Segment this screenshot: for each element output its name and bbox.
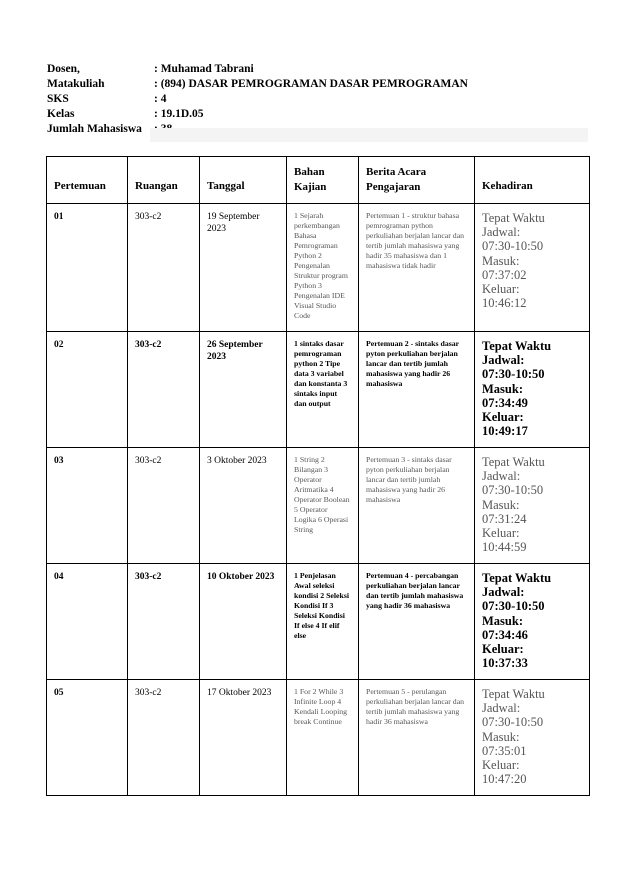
- jadwal-value: 07:30-10:50: [482, 715, 544, 730]
- berita-cell: Pertemuan 2 - sintaks dasar pyton perkuliahan berjalan lancar dan tertib jumlah mahasiswa yang hadir 26 mahasiswa: [359, 332, 475, 448]
- status-text: Tepat Waktu: [482, 687, 545, 701]
- ruangan-cell: 303-c2: [128, 564, 200, 680]
- kelas-value: : 19.1D.05: [154, 108, 204, 120]
- ruangan-cell: 303-c2: [128, 680, 200, 796]
- col-pertemuan: Pertemuan: [47, 157, 128, 204]
- matakuliah-value: : (894) DASAR PEMROGRAMAN DASAR PEMROGRAMAN: [154, 78, 468, 90]
- matakuliah-row: [47, 77, 587, 92]
- header-shade: [150, 128, 588, 142]
- jadwal-label: Jadwal:: [482, 701, 521, 716]
- ruangan-cell: 303-c2: [128, 448, 200, 564]
- keluar-value: 10:44:59: [482, 540, 527, 555]
- status-text: Tepat Waktu: [482, 571, 552, 585]
- berita-cell: Pertemuan 1 - struktur bahasa pemrograman python perkuliahan berjalan lancar dan tertib jumlah mahasiswa yang hadir 35 mahasiswa dan 1 mahasiswa tidak hadir: [359, 204, 475, 332]
- tanggal-cell: 26 September 2023: [200, 332, 287, 448]
- col-tanggal: Tanggal: [200, 157, 287, 204]
- bahan-cell: 1 For 2 While 3 Infinite Loop 4 Kendali Looping break Continue: [287, 680, 359, 796]
- kelas-row: [47, 107, 587, 122]
- keluar-value: 10:47:20: [482, 772, 527, 787]
- berita-cell: Pertemuan 4 - percabangan perkuliahan berjalan lancar dan tertib jumlah mahasiswa yang hadir 36 mahasiswa: [359, 564, 475, 680]
- bahan-cell: 1 Sejarah perkembangan Bahasa Pemrograman Python 2 Pengenalan Struktur program Python 3 Pengenalan IDE Visual Studio Code: [287, 204, 359, 332]
- sks-row: [47, 92, 587, 107]
- keluar-label: Keluar:: [482, 526, 520, 541]
- table-row: [47, 680, 590, 796]
- col-kehadiran: Kehadiran: [475, 157, 590, 204]
- masuk-label: Masuk:: [482, 613, 523, 628]
- kehadiran-cell: [475, 680, 590, 796]
- dosen-value: : Muhamad Tabrani: [154, 63, 254, 75]
- pertemuan-cell: 05: [47, 680, 128, 796]
- jadwal-value: 07:30-10:50: [482, 599, 545, 614]
- col-bahan-kajian: Bahan Kajian: [287, 157, 359, 204]
- keluar-value: 10:49:17: [482, 424, 528, 439]
- table-row: [47, 204, 590, 332]
- jadwal-label: Jadwal:: [482, 585, 525, 600]
- tanggal-cell: 19 September 2023: [200, 204, 287, 332]
- tanggal-cell: 17 Oktober 2023: [200, 680, 287, 796]
- jadwal-label: Jadwal:: [482, 469, 521, 484]
- jadwal-label: Jadwal:: [482, 225, 521, 240]
- pertemuan-cell: 02: [47, 332, 128, 448]
- berita-cell: Pertemuan 5 - perulangan perkuliahan berjalan lancar dan tertib jumlah mahasiswa yang hadir 36 mahasiswa: [359, 680, 475, 796]
- table-row: [47, 448, 590, 564]
- bahan-cell: 1 String 2 Bilangan 3 Operator Aritmatika 4 Operator Boolean 5 Operator Logika 6 Operasi String: [287, 448, 359, 564]
- tanggal-cell: 10 Oktober 2023: [200, 564, 287, 680]
- kehadiran-cell: [475, 564, 590, 680]
- table-row: [47, 564, 590, 680]
- keluar-value: 10:37:33: [482, 656, 528, 671]
- keluar-label: Keluar:: [482, 642, 524, 657]
- dosen-label: Dosen,: [47, 63, 80, 75]
- jumlah-label: Jumlah Mahasiswa: [47, 123, 142, 135]
- keluar-label: Keluar:: [482, 410, 524, 425]
- ruangan-cell: 303-c2: [128, 204, 200, 332]
- berita-cell: Pertemuan 3 - sintaks dasar pyton perkuliahan berjalan lancar dan tertib jumlah mahasiswa yang hadir 26 mahasiswa: [359, 448, 475, 564]
- kehadiran-cell: [475, 204, 590, 332]
- course-info-header: [47, 62, 587, 137]
- masuk-value: 07:34:49: [482, 395, 528, 410]
- masuk-label: Masuk:: [482, 381, 523, 396]
- masuk-value: 07:35:01: [482, 743, 527, 758]
- table-row: [47, 332, 590, 448]
- attendance-table: [46, 156, 590, 796]
- status-text: Tepat Waktu: [482, 339, 552, 353]
- kehadiran-cell: [475, 332, 590, 448]
- status-text: Tepat Waktu: [482, 455, 545, 469]
- kehadiran-cell: [475, 448, 590, 564]
- matakuliah-label: Matakuliah: [47, 78, 105, 90]
- kelas-label: Kelas: [47, 108, 75, 120]
- dosen-row: [47, 62, 587, 77]
- jadwal-label: Jadwal:: [482, 353, 525, 368]
- masuk-value: 07:34:46: [482, 627, 528, 642]
- masuk-label: Masuk:: [482, 497, 520, 512]
- pertemuan-cell: 03: [47, 448, 128, 564]
- keluar-label: Keluar:: [482, 282, 520, 297]
- keluar-value: 10:46:12: [482, 296, 527, 311]
- masuk-label: Masuk:: [482, 729, 520, 744]
- tanggal-cell: 3 Oktober 2023: [200, 448, 287, 564]
- sks-label: SKS: [47, 93, 69, 105]
- bahan-cell: 1 Penjelasan Awal seleksi kondisi 2 Seleksi Kondisi If 3 Seleksi Kondisi If else 4 If elif else: [287, 564, 359, 680]
- jadwal-value: 07:30-10:50: [482, 367, 545, 382]
- keluar-label: Keluar:: [482, 758, 520, 773]
- jadwal-value: 07:30-10:50: [482, 239, 544, 254]
- masuk-value: 07:31:24: [482, 511, 527, 526]
- col-berita-acara: Berita Acara Pengajaran: [359, 157, 475, 204]
- pertemuan-cell: 01: [47, 204, 128, 332]
- col-ruangan: Ruangan: [128, 157, 200, 204]
- sks-value: : 4: [154, 93, 167, 105]
- masuk-label: Masuk:: [482, 253, 520, 268]
- bahan-cell: 1 sintaks dasar pemrograman python 2 Tipe data 3 variabel dan konstanta 3 sintaks input dan output: [287, 332, 359, 448]
- table-header-row: [47, 157, 590, 204]
- status-text: Tepat Waktu: [482, 211, 545, 225]
- jadwal-value: 07:30-10:50: [482, 483, 544, 498]
- ruangan-cell: 303-c2: [128, 332, 200, 448]
- pertemuan-cell: 04: [47, 564, 128, 680]
- masuk-value: 07:37:02: [482, 267, 527, 282]
